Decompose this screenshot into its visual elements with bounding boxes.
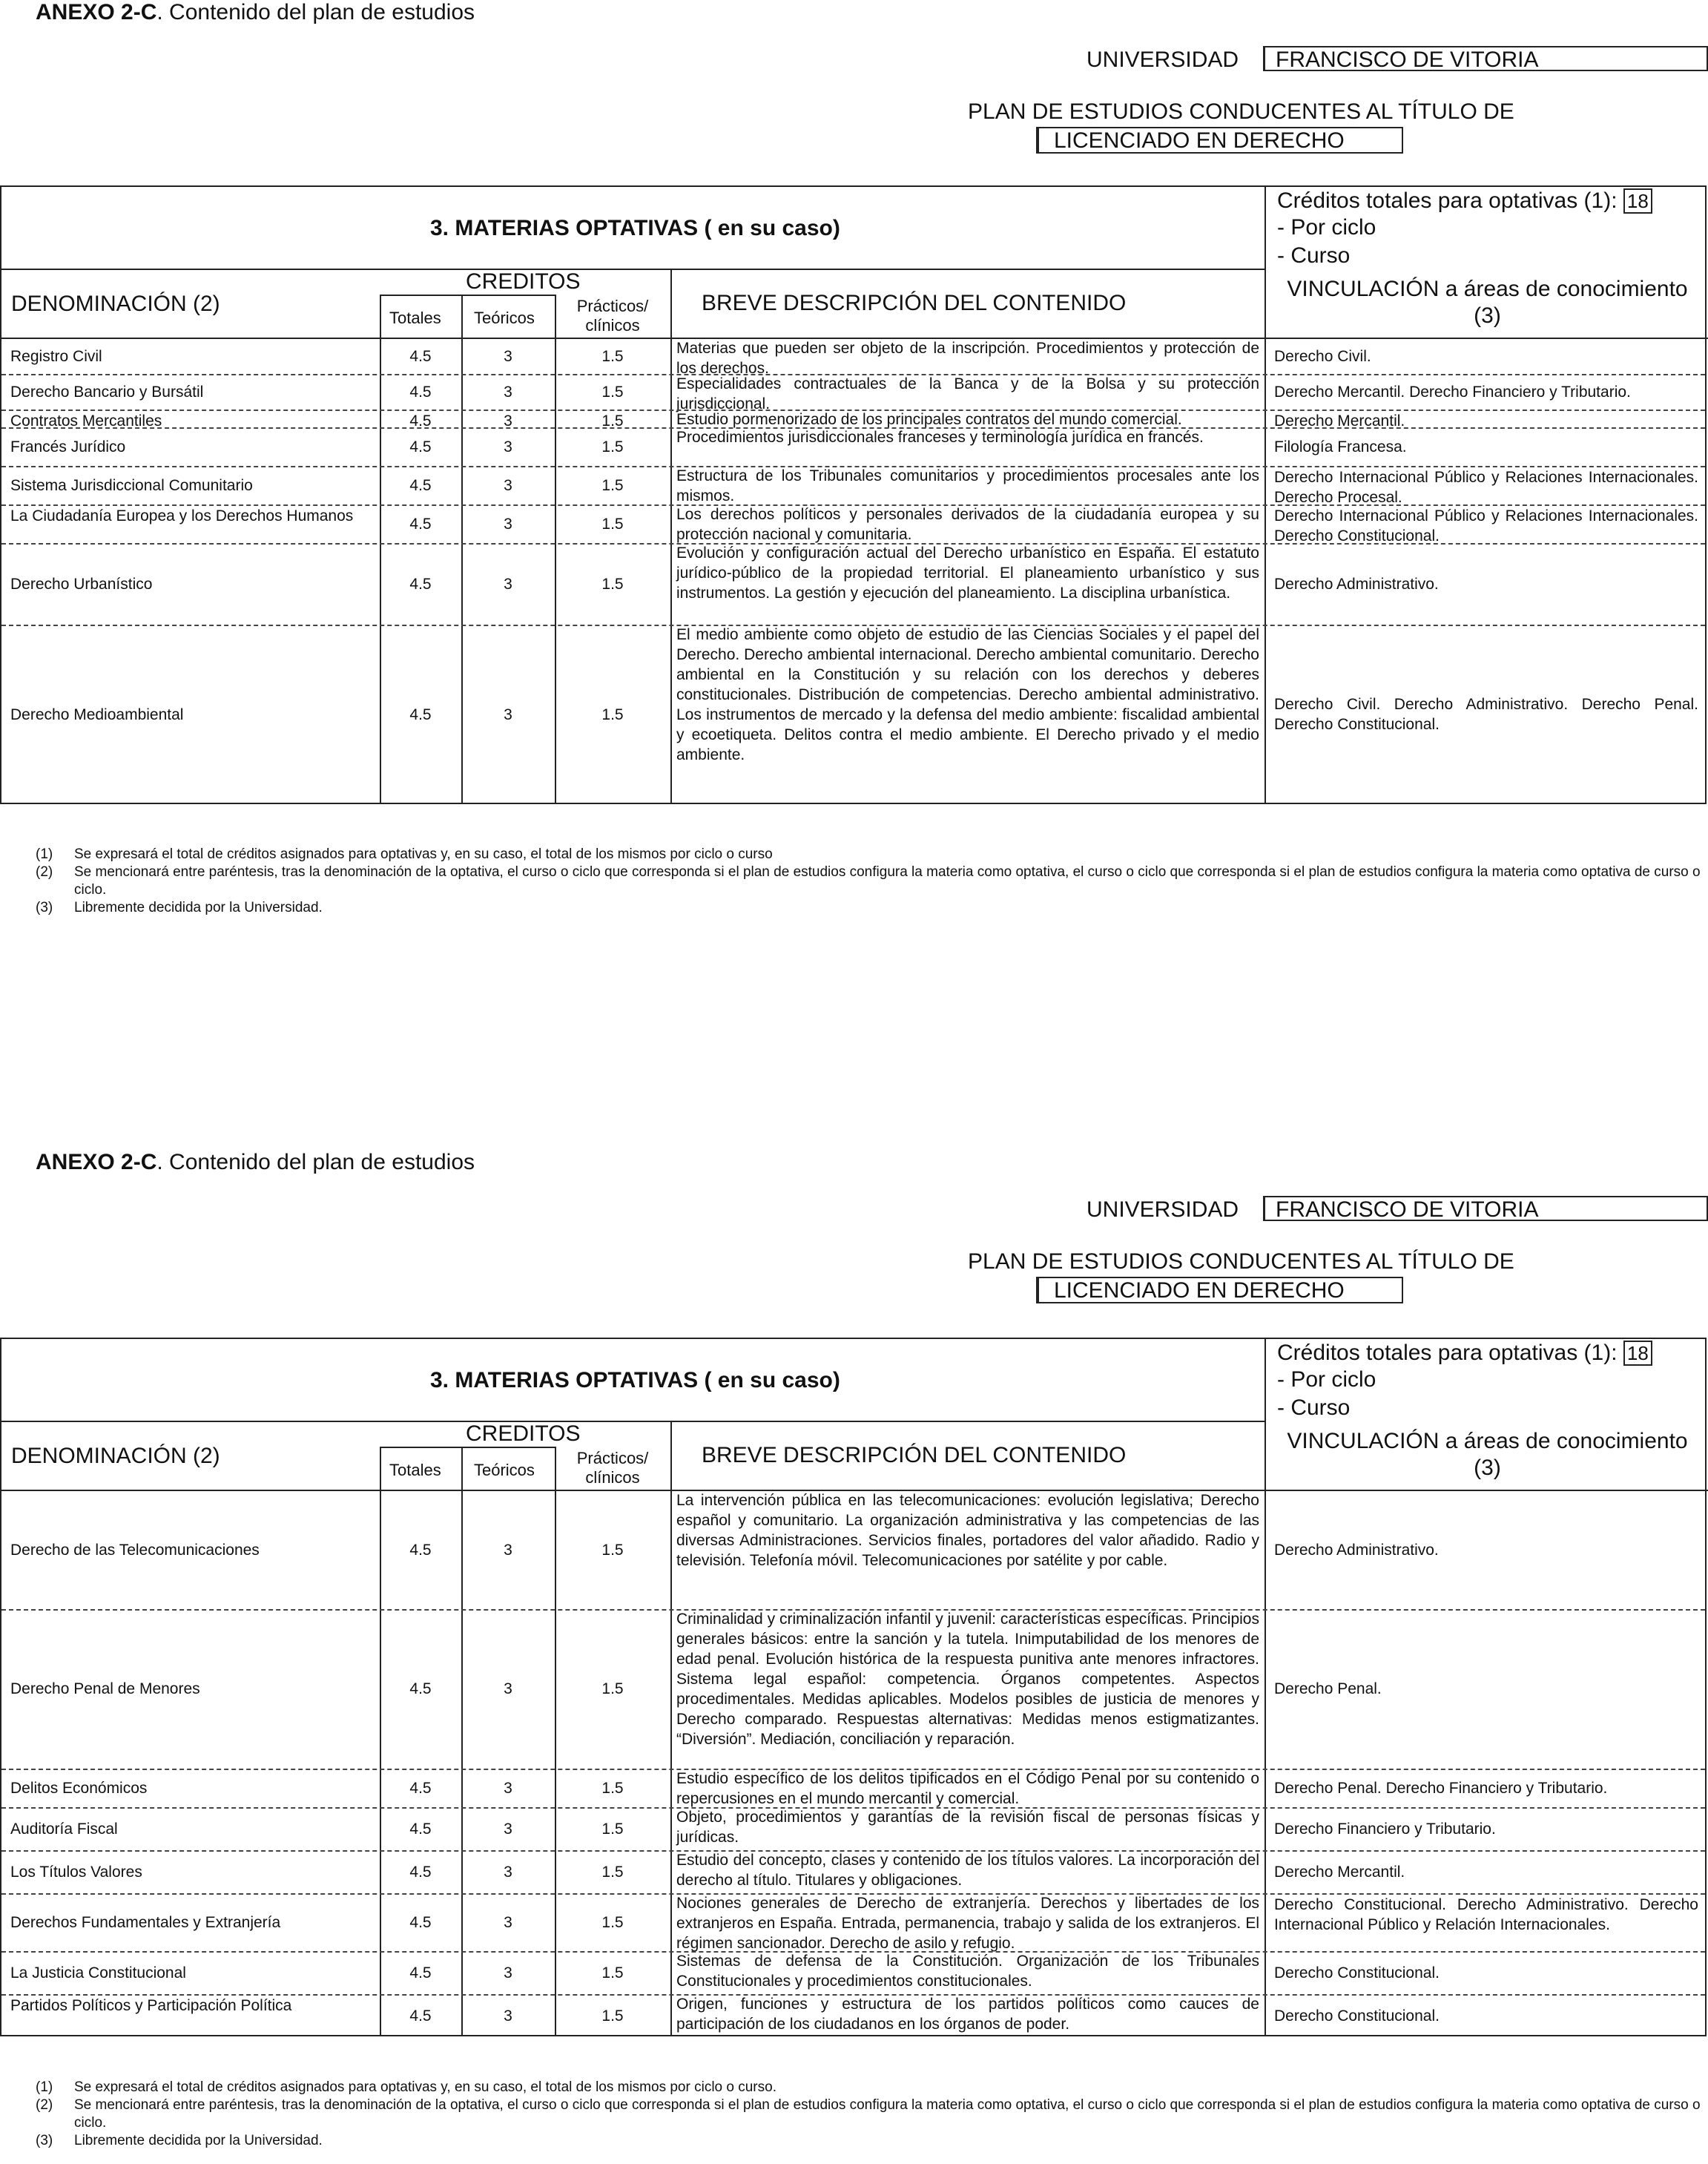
footnote-number: (3) — [36, 900, 53, 915]
footnote-number: (2) — [36, 2097, 53, 2113]
vinculacion-header: VINCULACIÓN a áreas de conocimiento (3) — [1287, 277, 1688, 328]
subject-description: Sistemas de defensa de la Constitución. Organización de los Tribunales Constitucionales y procedimientos constitucionales. — [676, 1953, 1259, 1990]
credits-teoricos: 3 — [504, 1779, 512, 1797]
credits-totales: 4.5 — [409, 1680, 432, 1697]
creditos-totales-label: Créditos totales para optativas (1): 18 — [1277, 188, 1652, 214]
anexo-title: ANEXO 2-C. Contenido del plan de estudios — [36, 0, 475, 24]
footnote-number: (3) — [36, 2133, 53, 2148]
knowledge-area: Derecho Constitucional. — [1274, 2007, 1440, 2025]
knowledge-area: Derecho Constitucional. — [1274, 1964, 1440, 1982]
practicos-header: Prácticos/ clínicos — [576, 1449, 649, 1487]
knowledge-area: Filología Francesa. — [1274, 438, 1407, 456]
credits-totales: 4.5 — [409, 1964, 432, 1982]
curso-label: - Curso — [1277, 243, 1351, 268]
footnote — [36, 2079, 1708, 2096]
footnote-text: Se mencionará entre paréntesis, tras la denominación de la optativa, el curso o ciclo que corresponda si el plan de estudios configura la materia como optativa, el curso o ciclo que corresponda si el plan de estudios configura la materia como optativa de curso o ciclo. — [74, 2097, 1701, 2131]
subject-description: Procedimientos jurisdiccionales franceses y terminología jurídica en francés. — [676, 429, 1204, 446]
knowledge-area: Derecho Internacional Público y Relaciones Internacionales. Derecho Procesal. — [1274, 469, 1698, 506]
document-page-2 — [0, 1150, 1708, 2164]
subject-name: Delitos Económicos — [10, 1779, 148, 1797]
table-title: 3. MATERIAS OPTATIVAS ( en su caso) — [430, 1368, 840, 1392]
footnote — [36, 846, 1708, 864]
credits-teoricos: 3 — [504, 1680, 512, 1697]
subject-description: Materias que pueden ser objeto de la inscripción. Procedimientos y protección de los derechos. — [676, 340, 1259, 377]
universidad-value: FRANCISCO DE VITORIA — [1263, 46, 1708, 71]
knowledge-area: Derecho Penal. Derecho Financiero y Tributario. — [1274, 1779, 1608, 1797]
knowledge-area: Derecho Civil. Derecho Administrativo. Derecho Penal. Derecho Constitucional. — [1274, 696, 1698, 733]
credits-totales: 4.5 — [409, 347, 432, 365]
credits-totales: 4.5 — [409, 1779, 432, 1797]
subject-description: Especialidades contractuales de la Banca y de la Bolsa y su protección jurisdiccional. — [676, 375, 1259, 412]
subject-name: Francés Jurídico — [10, 438, 126, 456]
credits-totales: 4.5 — [409, 1820, 432, 1838]
subject-name: Contratos Mercantiles — [10, 412, 162, 430]
subject-name: Derecho Bancario y Bursátil — [10, 383, 204, 401]
footnote-text: Libremente decidida por la Universidad. — [74, 2133, 323, 2148]
credits-practicos: 1.5 — [601, 383, 624, 401]
subject-description: Objeto, procedimientos y garantías de la revisión fiscal de personas físicas y jurídicas. — [676, 1809, 1259, 1846]
footnote — [36, 2132, 1708, 2150]
credits-teoricos: 3 — [504, 575, 512, 593]
creditos-totales-value: 18 — [1623, 1341, 1652, 1366]
knowledge-area: Derecho Financiero y Tributario. — [1274, 1820, 1496, 1838]
optativas-table — [0, 185, 1707, 804]
plan-value: LICENCIADO EN DERECHO — [1036, 1277, 1403, 1303]
practicos-header: Prácticos/ clínicos — [576, 297, 649, 335]
credits-teoricos: 3 — [504, 1541, 512, 1559]
breve-descripcion-header: BREVE DESCRIPCIÓN DEL CONTENIDO — [702, 291, 1127, 315]
footnote — [36, 2096, 1708, 2132]
creditos-header: CREDITOS — [466, 1421, 581, 1446]
credits-totales: 4.5 — [409, 438, 432, 456]
credits-teoricos: 3 — [504, 1964, 512, 1982]
credits-teoricos: 3 — [504, 1863, 512, 1881]
vinculacion-header: VINCULACIÓN a áreas de conocimiento (3) — [1287, 1429, 1688, 1480]
plan-label: PLAN DE ESTUDIOS CONDUCENTES AL TÍTULO DE — [968, 99, 1514, 124]
subject-name: Los Títulos Valores — [10, 1863, 142, 1881]
knowledge-area: Derecho Mercantil. — [1274, 1863, 1405, 1881]
credits-teoricos: 3 — [504, 1820, 512, 1838]
credits-practicos: 1.5 — [601, 1779, 624, 1797]
table-body — [1, 1339, 1705, 2035]
credits-practicos: 1.5 — [601, 1964, 624, 1982]
denominacion-header: DENOMINACIÓN (2) — [11, 292, 220, 316]
credits-totales: 4.5 — [409, 2007, 432, 2025]
creditos-totales-value: 18 — [1623, 188, 1652, 214]
knowledge-area: Derecho Administrativo. — [1274, 1541, 1439, 1559]
creditos-header: CREDITOS — [466, 269, 581, 294]
credits-practicos: 1.5 — [601, 1863, 624, 1881]
footnote-text: Se expresará el total de créditos asignados para optativas y, en su caso, el total de los mismos por ciclo o curso. — [74, 2079, 776, 2095]
credits-teoricos: 3 — [504, 438, 512, 456]
plan-label: PLAN DE ESTUDIOS CONDUCENTES AL TÍTULO DE — [968, 1249, 1514, 1274]
subject-description: Estudio específico de los delitos tipificados en el Código Penal por su contenido o repercusiones en el mundo mercantil y comercial. — [676, 1770, 1259, 1807]
subject-description: Criminalidad y criminalización infantil y juvenil: características específicas. Principios generales básicos: entre la sanción y la tutela. Inimputabilidad de los menores de edad penal. Evolución histórica de la respuesta punitiva ante menores infractores. Sistema legal español: competencia. Órganos competentes. Aspectos procedimentales. Medidas aplicables. Modelos posibles de justicia de menores y Derecho comparado. Respuestas alternativas: Medidas menos estigmatizantes. “Diversión”. Mediación, conciliación y reparación. — [676, 1611, 1259, 1748]
credits-teoricos: 3 — [504, 476, 512, 494]
credits-teoricos: 3 — [504, 2007, 512, 2025]
subject-name: Derecho Medioambiental — [10, 706, 184, 723]
footnote-number: (1) — [36, 846, 53, 862]
footnote-number: (1) — [36, 2079, 53, 2095]
credits-totales: 4.5 — [409, 1541, 432, 1559]
credits-teoricos: 3 — [504, 412, 512, 430]
subject-name: Auditoría Fiscal — [10, 1820, 118, 1838]
footnote-text: Se mencionará entre paréntesis, tras la denominación de la optativa, el curso o ciclo que corresponda si el plan de estudios configura la materia como optativa, el curso o ciclo que corresponda si el plan de estudios configura la materia como optativa de curso o ciclo. — [74, 864, 1701, 898]
credits-practicos: 1.5 — [601, 1541, 624, 1559]
footnote-text: Libremente decidida por la Universidad. — [74, 900, 323, 915]
subject-description: El medio ambiente como objeto de estudio de las Ciencias Sociales y el papel del Derecho. Derecho ambiental internacional. Derecho ambiental comunitario. Derecho ambiental en la Constitución y su relación con los derechos y deberes constitucionales. Distribución de competencias. Derecho ambiental administrativo. Los instrumentos de mercado y la defensa del medio ambiente: fiscalidad ambiental y ecoetiqueta. Delitos contra el medio ambiente. El Derecho privado y el medio ambiente. — [676, 626, 1259, 763]
subject-description: Nociones generales de Derecho de extranjería. Derechos y libertades de los extranjeros en España. Entrada, permanencia, trabajo y salida de los extranjeros. El régimen sancionador. Derecho de asilo y refugio. — [676, 1895, 1259, 1952]
credits-teoricos: 3 — [504, 383, 512, 401]
credits-totales: 4.5 — [409, 383, 432, 401]
credits-teoricos: 3 — [504, 706, 512, 723]
subject-name: Derecho Urbanístico — [10, 575, 153, 593]
optativas-table — [0, 1338, 1707, 2036]
credits-teoricos: 3 — [504, 347, 512, 365]
credits-teoricos: 3 — [504, 515, 512, 533]
credits-practicos: 1.5 — [601, 1680, 624, 1697]
subject-name: La Justicia Constitucional — [10, 1964, 186, 1982]
footnote — [36, 864, 1708, 899]
knowledge-area: Derecho Mercantil. — [1274, 412, 1405, 430]
denominacion-header: DENOMINACIÓN (2) — [11, 1444, 220, 1468]
subject-name: La Ciudadanía Europea y los Derechos Humanos — [10, 507, 354, 524]
subject-name: Derecho Penal de Menores — [10, 1680, 200, 1697]
universidad-label: UNIVERSIDAD — [1087, 1197, 1239, 1222]
por-ciclo-label: - Por ciclo — [1277, 215, 1376, 240]
knowledge-area: Derecho Civil. — [1274, 347, 1371, 365]
credits-totales: 4.5 — [409, 575, 432, 593]
table-title: 3. MATERIAS OPTATIVAS ( en su caso) — [430, 216, 840, 240]
subject-description: Origen, funciones y estructura de los partidos políticos como cauces de participación de los ciudadanos en los órganos de poder. — [676, 1996, 1259, 2033]
credits-practicos: 1.5 — [601, 412, 624, 430]
credits-practicos: 1.5 — [601, 515, 624, 533]
knowledge-area: Derecho Constitucional. Derecho Administrativo. Derecho Internacional Público y Relación Internacionales. — [1274, 1896, 1698, 1933]
universidad-label: UNIVERSIDAD — [1087, 47, 1239, 72]
subject-name: Derechos Fundamentales y Extranjería — [10, 1913, 281, 1931]
credits-practicos: 1.5 — [601, 438, 624, 456]
credits-totales: 4.5 — [409, 706, 432, 723]
por-ciclo-label: - Por ciclo — [1277, 1367, 1376, 1392]
credits-totales: 4.5 — [409, 1863, 432, 1881]
footnote — [36, 899, 1708, 917]
credits-practicos: 1.5 — [601, 575, 624, 593]
creditos-totales-label: Créditos totales para optativas (1): 18 — [1277, 1341, 1652, 1366]
credits-practicos: 1.5 — [601, 706, 624, 723]
document-page-1 — [0, 0, 1708, 1053]
subject-description: Evolución y configuración actual del Derecho urbanístico en España. El estatuto jurídico-público de la propiedad territorial. El planeamiento urbanístico y sus instrumentos. La gestión y ejecución del planeamiento. La disciplina urbanística. — [676, 545, 1259, 602]
knowledge-area: Derecho Internacional Público y Relaciones Internacionales. Derecho Constitucional. — [1274, 507, 1698, 545]
credits-practicos: 1.5 — [601, 1820, 624, 1838]
subject-name: Sistema Jurisdiccional Comunitario — [10, 476, 253, 494]
footnote-text: Se expresará el total de créditos asignados para optativas y, en su caso, el total de los mismos por ciclo o curso — [74, 846, 773, 862]
subject-description: Estructura de los Tribunales comunitarios y procedimientos procesales ante los mismos. — [676, 467, 1259, 504]
anexo-title: ANEXO 2-C. Contenido del plan de estudios — [36, 1150, 475, 1174]
universidad-value: FRANCISCO DE VITORIA — [1263, 1196, 1708, 1221]
credits-totales: 4.5 — [409, 412, 432, 430]
knowledge-area: Derecho Penal. — [1274, 1680, 1382, 1697]
credits-practicos: 1.5 — [601, 2007, 624, 2025]
credits-totales: 4.5 — [409, 515, 432, 533]
credits-practicos: 1.5 — [601, 347, 624, 365]
credits-practicos: 1.5 — [601, 1913, 624, 1931]
subject-description: Estudio del concepto, clases y contenido de los títulos valores. La incorporación del derecho al título. Titulares y obligaciones. — [676, 1852, 1259, 1889]
knowledge-area: Derecho Administrativo. — [1274, 575, 1439, 593]
footnotes — [36, 2079, 1708, 2150]
subject-name: Derecho de las Telecomunicaciones — [10, 1541, 260, 1559]
subject-description: La intervención pública en las telecomunicaciones: evolución legislativa; Derecho español y comunitario. La organización administrativa y las competencias de las diversas Administraciones. Servicios finales, portadores del valor añadido. Radio y televisión. Telefonía móvil. Telecomunicaciones por satélite y por cable. — [676, 1492, 1259, 1569]
subject-description: Los derechos políticos y personales derivados de la ciudadanía europea y su protección nacional y comunitaria. — [676, 506, 1259, 543]
credits-totales: 4.5 — [409, 1913, 432, 1931]
teoricos-header: Teóricos — [474, 309, 535, 327]
footnote-number: (2) — [36, 864, 53, 880]
credits-practicos: 1.5 — [601, 476, 624, 494]
teoricos-header: Teóricos — [474, 1461, 535, 1479]
totales-header: Totales — [389, 1461, 441, 1479]
table-body — [1, 187, 1705, 803]
curso-label: - Curso — [1277, 1395, 1351, 1420]
footnotes — [36, 846, 1708, 917]
plan-value: LICENCIADO EN DERECHO — [1036, 127, 1403, 154]
subject-name: Registro Civil — [10, 347, 102, 365]
breve-descripcion-header: BREVE DESCRIPCIÓN DEL CONTENIDO — [702, 1443, 1127, 1467]
subject-name: Partidos Políticos y Participación Política — [10, 1997, 292, 2014]
knowledge-area: Derecho Mercantil. Derecho Financiero y Tributario. — [1274, 383, 1631, 401]
credits-totales: 4.5 — [409, 476, 432, 494]
totales-header: Totales — [389, 309, 441, 327]
credits-teoricos: 3 — [504, 1913, 512, 1931]
subject-description: Estudio pormenorizado de los principales contratos del mundo comercial. — [676, 411, 1182, 428]
